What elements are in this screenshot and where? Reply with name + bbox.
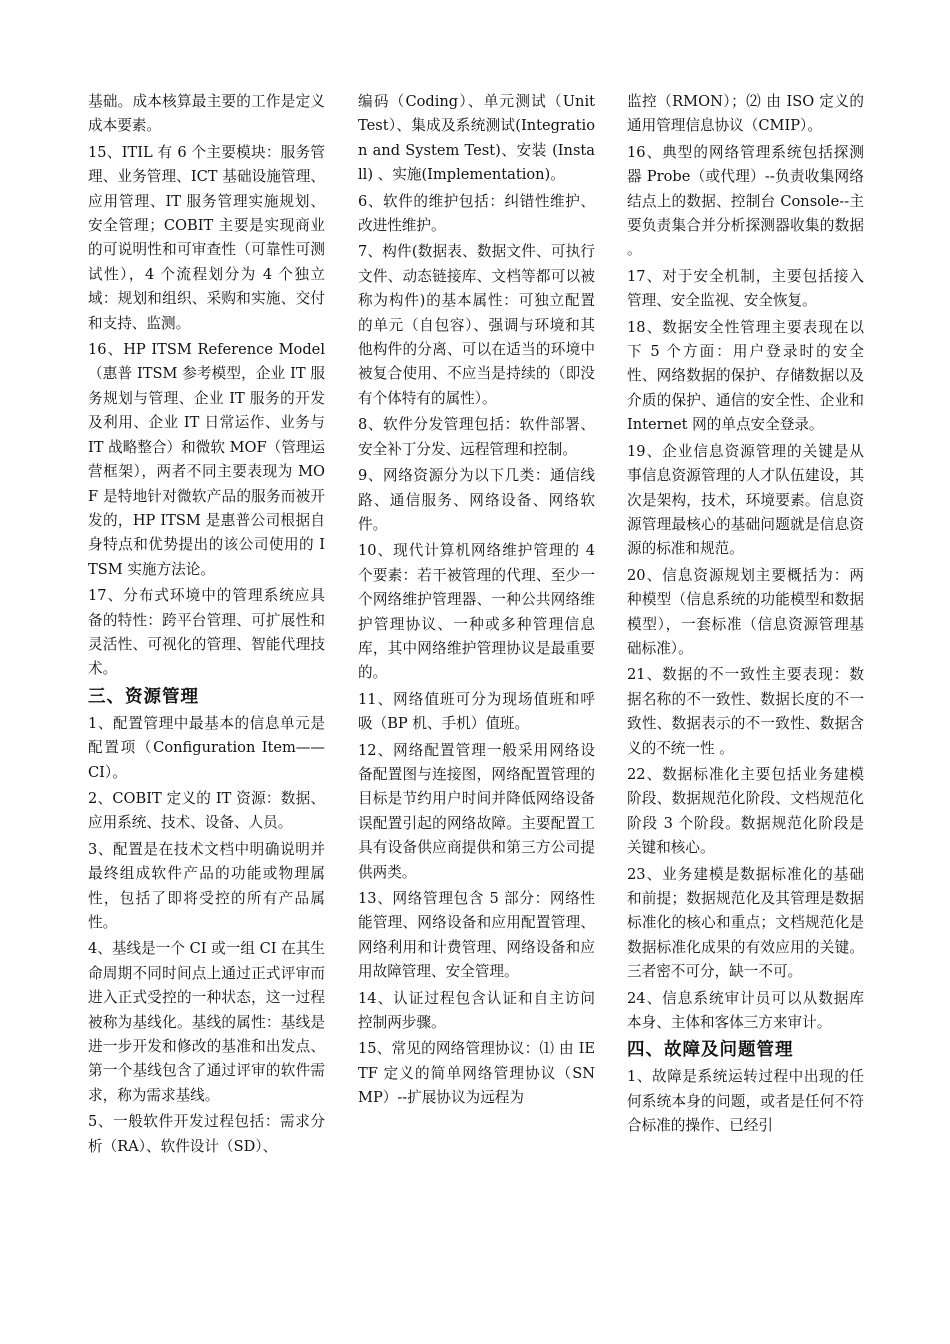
paragraph: 14、认证过程包含认证和自主访问控制两步骤。 <box>358 989 595 1032</box>
paragraph: 10、现代计算机网络维护管理的 4 个要素：若干被管理的代理、至少一个网络维护管理器、一种公共网络维护管理协议、一种或多种管理信息库，其中网络维护管理协议是最重要的。 <box>358 542 595 682</box>
paragraph: 7、构件(数据表、数据文件、可执行文件、动态链接库、文档等都可以被称为构件)的基本属性：可独立配置的单元（自包容）、强调与环境和其他构件的分离、可以在适当的环境中被复合使用、不应当是持续的（即没有个体特有的属性）。 <box>358 243 595 407</box>
paragraph: 16、典型的网络管理系统包括探测器 Probe（或代理）--负责收集网络结点上的数据、控制台 Console--主要负责集合并分析探测器收集的数据 。 <box>627 143 864 259</box>
section-heading: 四、故障及问题管理 <box>627 1040 794 1061</box>
paragraph: 编码（Coding）、单元测试（Unit Test）、集成及系统测试(Integration and System Test)、安装 (Install) 、实施(Implementation)。 <box>358 93 595 184</box>
paragraph: 基础。成本核算最主要的工作是定义成本要素。 <box>88 93 325 135</box>
paragraph: 4、基线是一个 CI 或一组 CI 在其生命周期不同时间点上通过正式评审而进入正式受控的一种状态，这一过程被称为基线化。基线的属性：基线是进一步开发和修改的基准和出发点、第一个基线包含了通过评审的软件需求，称为需求基线。 <box>88 940 325 1104</box>
paragraph: 1、配置管理中最基本的信息单元是配置项（Configuration Item——CI）。 <box>88 714 325 781</box>
paragraph: 22、数据标准化主要包括业务建模阶段、数据规范化阶段、文档规范化阶段 3 个阶段。数据规范化阶段是关键和核心。 <box>627 765 864 857</box>
paragraph: 监控（RMON）；⑵ 由 ISO 定义的通用管理信息协议（CMIP）。 <box>627 93 864 135</box>
paragraph: 24、信息系统审计员可以从数据库本身、主体和客体三方来审计。 <box>627 989 864 1032</box>
paragraph: 21、数据的不一致性主要表现：数据名称的不一致性、数据长度的不一致性、数据表示的不一致性、数据含义的不统一性 。 <box>627 666 864 757</box>
paragraph: 16、HP ITSM Reference Model（惠普 ITSM 参考模型，企业 IT 服务规划与管理、企业 IT 服务的开发及利用、企业 IT 日常运作、业务与 IT 战略整合）和微软 MOF（管理运营框架），两者不同主要表现为 MOF 是特地针对微软产品的服务而被开发的，HP ITSM 是惠普公司根据自身特点和优势提出的该公司使用的 ITSM 实施方法论。 <box>88 341 325 578</box>
paragraph: 19、企业信息资源管理的关键是从事信息资源管理的人才队伍建设，其次是架构，技术，环境要素。信息资源管理最核心的基础问题就是信息资源的标准和规范。 <box>627 442 864 558</box>
paragraph: 3、配置是在技术文档中明确说明并最终组成软件产品的功能或物理属性，包括了即将受控的所有产品属性。 <box>88 840 325 931</box>
paragraph: 5、一般软件开发过程包括：需求分析（RA）、软件设计（SD）、 <box>88 1113 325 1155</box>
paragraph: 15、常见的网络管理协议：⑴ 由 IETF 定义的简单网络管理协议（SNMP）--扩展协议为远程为 <box>358 1040 595 1107</box>
paragraph: 17、分布式环境中的管理系统应具备的特性：跨平台管理、可扩展性和灵活性、可视化的管理、智能代理技术。 <box>88 587 325 678</box>
text-column-left <box>88 90 325 1161</box>
paragraph: 17、对于安全机制，主要包括接入管理、安全监视、安全恢复。 <box>627 267 864 310</box>
paragraph: 9、网络资源分为以下几类：通信线路、通信服务、网络设备、网络软件。 <box>358 467 595 533</box>
paragraph: 18、数据安全性管理主要表现在以下 5 个方面：用户登录时的安全性、网络数据的保护、存储数据以及介质的保护、通信的安全性、企业和 Internet 网的单点安全登录。 <box>627 318 864 434</box>
paragraph: 13、网络管理包含 5 部分：网络性能管理、网络设备和应用配置管理、网络利用和计费管理、网络设备和应用故障管理、安全管理。 <box>358 890 595 981</box>
text-column-middle <box>358 90 595 1113</box>
paragraph: 11、网络值班可分为现场值班和呼吸（BP 机、手机）值班。 <box>358 690 595 733</box>
section-heading: 三、资源管理 <box>88 686 199 707</box>
paragraph: 2、COBIT 定义的 IT 资源：数据、应用系统、技术、设备、人员。 <box>88 789 325 832</box>
paragraph: 6、软件的维护包括：纠错性维护、改进性维护。 <box>358 192 595 235</box>
paragraph: 20、信息资源规划主要概括为：两种模型（信息系统的功能模型和数据模型），一套标准（信息资源管理基础标准）。 <box>627 566 864 657</box>
paragraph: 8、软件分发管理包括：软件部署、安全补丁分发、远程管理和控制。 <box>358 416 595 458</box>
paragraph: 23、业务建模是数据标准化的基础和前提；数据规范化及其管理是数据标准化的核心和重点；文档规范化是数据标准化成果的有效应用的关键。三者密不可分，缺一不可。 <box>627 865 864 981</box>
paragraph: 1、故障是系统运转过程中出现的任何系统本身的问题，或者是任何不符合标准的操作、已经引 <box>627 1068 864 1135</box>
paragraph: 15、ITIL 有 6 个主要模块：服务管理、业务管理、ICT 基础设施管理、应用管理、IT 服务管理实施规划、安全管理；COBIT 主要是实现商业的可说明性和可审查性（可靠性可测试性），4 个流程划分为 4 个独立域：规划和组织、采购和实施、交付和支持、监测。 <box>88 143 325 332</box>
text-column-right <box>627 90 864 1141</box>
paragraph: 12、网络配置管理一般采用网络设备配置图与连接图，网络配置管理的目标是节约用户时间并降低网络设备误配置引起的网络故障。主要配置工具有设备供应商提供和第三方公司提供两类。 <box>358 741 595 881</box>
